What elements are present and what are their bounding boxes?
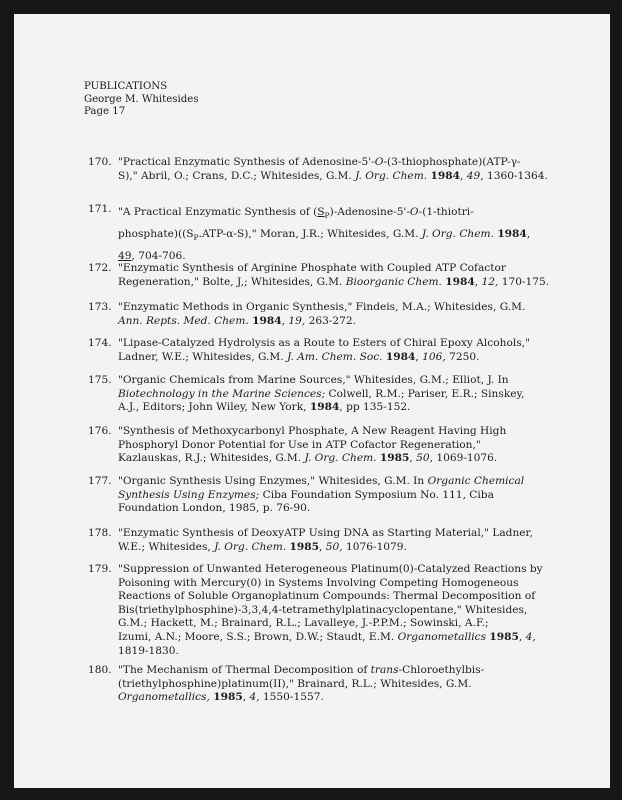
citation-line (118, 645, 578, 659)
citation-line (118, 631, 578, 645)
subscript-text: P (193, 233, 199, 243)
text-run: -(1-thiotri- (418, 206, 474, 218)
text-run: Phosphoryl Donor Potential for Use in ATP Cofactor Regeneration," (118, 438, 481, 451)
citation-line (118, 374, 578, 388)
bold-text: 1985 (289, 540, 320, 553)
text-run: "Enzymatic Synthesis of Arginine Phosphate with Coupled ATP Cofactor (118, 262, 506, 274)
citation-line (118, 388, 578, 402)
text-run: .ATP-α-S)," Moran, J.R.; Whitesides, G.M. (198, 228, 422, 241)
italic-text: Bioorganic Chem. (345, 275, 442, 288)
italic-text: J. Org. Chem. (421, 228, 494, 241)
citation-line (118, 590, 578, 604)
citation-line (118, 617, 578, 631)
entry-number: 179. (88, 563, 112, 575)
text-run: Kazlauskas, R.J.; Whitesides, G.M. (118, 452, 305, 465)
italic-text: J. Org. Chem. (355, 169, 428, 182)
document-page (14, 14, 610, 788)
citation-line (118, 170, 578, 184)
italic-text: 19, (288, 314, 306, 327)
italic-text: Biotechnology in the Marine Sciences; (118, 387, 326, 400)
italic-text: Organic Chemical (427, 475, 525, 487)
italic-text: trans (370, 664, 399, 676)
citation-line (118, 678, 578, 692)
italic-text: 4, (249, 691, 260, 704)
text-run: "Enzymatic Synthesis of DeoxyATP Using DNA as Starting Material," Ladner, (118, 527, 533, 539)
entry-citation (118, 374, 578, 415)
entry-citation (118, 156, 578, 183)
bold-text: 1984 (385, 350, 416, 363)
text-run: Ladner, W.E.; Whitesides, G.M. (118, 350, 288, 363)
citation-line (118, 276, 578, 290)
text-run: "Organic Chemicals from Marine Sources," Whitesides, G.M.; Elliot, J. In (118, 374, 509, 386)
text-run: , pp 135-152. (339, 401, 411, 414)
text-run: Ciba Foundation Symposium No. 111, Ciba (259, 488, 494, 501)
bold-text: 1984 (252, 314, 282, 327)
entry-number: 176. (88, 425, 112, 437)
text-run: Poisoning with Mercury(0) in Systems Involving Competing Homogeneous (118, 576, 519, 589)
text-run: , (526, 228, 531, 241)
text-run: -Chloroethylbis- (398, 664, 485, 676)
text-run: Colwell, R.M.; Pariser, E.R.; Sinskey, (325, 387, 525, 400)
bold-text: 1984 (445, 275, 475, 288)
italic-text: Ann. Repts. Med. Chem. (118, 314, 249, 327)
citation-line (118, 489, 578, 503)
text-run: , 704-706. (131, 250, 186, 263)
citation-line (118, 475, 578, 489)
text-run: , (409, 452, 417, 465)
citation-line (118, 502, 578, 516)
header-page-number: Page 17 (84, 106, 126, 118)
entry-number: 171. (88, 203, 112, 215)
underlined-text: S (317, 206, 325, 218)
italic-text: 49, (466, 169, 484, 182)
bold-text: 1984 (497, 228, 527, 241)
citation-line (118, 439, 578, 453)
citation-line (118, 301, 578, 315)
entry-number: 177. (88, 475, 112, 487)
bold-text: 1985 (379, 452, 410, 465)
bold-text: 1984 (430, 169, 460, 182)
text-run: 7250. (445, 350, 480, 363)
text-run: "A Practical Enzymatic Synthesis of ( (118, 206, 318, 218)
italic-text: 4, (525, 630, 536, 643)
entry-citation (118, 301, 578, 328)
text-run: 1819-1830. (118, 644, 179, 657)
entry-number: 178. (88, 527, 112, 539)
text-run: , (460, 169, 467, 182)
text-run: "Organic Synthesis Using Enzymes," Whitesides, G.M. In (118, 475, 428, 487)
text-run: , (281, 314, 289, 327)
text-run: Izumi, A.N.; Moore, S.S.; Brown, D.W.; Staudt, E.M. (118, 630, 398, 643)
text-run: , (319, 540, 326, 553)
entry-number: 172. (88, 262, 112, 274)
entry-citation (118, 203, 578, 266)
entry-citation (118, 425, 578, 466)
italic-text: Organometallics (397, 630, 487, 643)
entry-citation (118, 262, 578, 289)
entry-citation (118, 664, 578, 705)
citation-line (118, 527, 578, 541)
citation-line (118, 425, 578, 439)
entry-number: 174. (88, 337, 112, 349)
italic-text: 12, (481, 275, 499, 288)
text-run: , (415, 350, 423, 363)
italic-text: J. Org. Chem. (214, 540, 287, 553)
text-run: (triethylphosphine)platinum(II)," Brainard, R.L.; Whitesides, G.M. (118, 677, 472, 690)
header-author: George M. Whitesides (84, 93, 199, 105)
text-run: "Lipase-Catalyzed Hydrolysis as a Route to Esters of Chiral Epoxy Alcohols," (118, 337, 530, 349)
text-run: Bis(triethylphosphine)-3,3,4,4-tetramethylplatinacyclopentane," Whitesides, (118, 603, 528, 616)
text-run: Regeneration," Bolte, J,; Whitesides, G.M. (118, 275, 346, 288)
subscript-text: P (324, 211, 330, 221)
header-title: PUBLICATIONS (84, 81, 168, 92)
text-run: , (242, 691, 250, 704)
citation-line (118, 203, 578, 225)
text-run: "Synthesis of Methoxycarbonyl Phosphate, A New Reagent Having High (118, 425, 507, 437)
page-header (84, 81, 199, 119)
citation-line (118, 351, 578, 365)
italic-text: 50, (416, 452, 433, 465)
citation-line (118, 262, 578, 276)
citation-line (118, 337, 578, 351)
italic-text: 106, (422, 350, 446, 363)
text-run: )-Adenosine-5'- (329, 206, 410, 218)
citation-line (118, 315, 578, 329)
entry-citation (118, 475, 578, 516)
citation-line (118, 225, 578, 247)
italic-text: O (409, 206, 419, 218)
text-run: "Practical Enzymatic Synthesis of Adenosine-5'- (118, 156, 375, 168)
italic-text: Organometallics, (118, 691, 210, 704)
citation-line (118, 664, 578, 678)
bold-text: 1985 (213, 691, 243, 704)
text-run: A.J., Editors; John Wiley, New York, (118, 401, 310, 414)
text-run: 170-175. (498, 275, 550, 288)
italic-text: J. Org. Chem. (304, 452, 377, 465)
citation-line (118, 156, 578, 170)
citation-line (118, 452, 578, 466)
bold-text: 1985 (489, 630, 519, 643)
text-run: 263-272. (305, 314, 356, 327)
text-run: 1069-1076. (433, 452, 498, 465)
entry-number: 170. (88, 156, 112, 168)
text-run: Reactions of Soluble Organoplatinum Compounds: Thermal Decomposition of (118, 590, 536, 603)
text-run: -(3-thiophosphate)(ATP-γ- (383, 156, 521, 168)
citation-line (118, 577, 578, 591)
text-run: W.E.; Whitesides, (118, 540, 215, 553)
text-run: , (474, 275, 482, 288)
text-run: , (518, 630, 526, 643)
underlined-text: 49 (118, 250, 132, 263)
text-run: 1076-1079. (342, 540, 407, 553)
text-run: "Suppression of Unwanted Heterogeneous Platinum(0)-Catalyzed Reactions by (118, 563, 543, 575)
citation-line (118, 691, 578, 705)
entry-citation (118, 527, 578, 554)
citation-line (118, 401, 578, 415)
italic-text: O (374, 156, 384, 168)
entry-number: 173. (88, 301, 112, 313)
text-run: S)," Abril, O.; Crans, D.C.; Whitesides, G.M. (118, 169, 356, 182)
entry-citation (118, 337, 578, 364)
citation-line (118, 563, 578, 577)
text-run: "Enzymatic Methods in Organic Synthesis," Findeis, M.A.; Whitesides, G.M. (118, 301, 526, 313)
entry-number: 175. (88, 374, 112, 386)
citation-line (118, 604, 578, 618)
text-run: 1360-1364. (483, 169, 548, 182)
text-run: "The Mechanism of Thermal Decomposition of (118, 664, 371, 676)
bold-text: 1984 (309, 401, 340, 414)
italic-text: 50, (325, 540, 343, 553)
italic-text: J. Am. Chem. Soc. (287, 350, 383, 363)
text-run: phosphate)((S (118, 228, 194, 241)
text-run: G.M.; Hackett, M.; Brainard, R.L.; Lavalleye, J.-P.P.M.; Sowinski, A.F.; (118, 617, 489, 630)
citation-line (118, 541, 578, 555)
text-run: Foundation London, 1985, p. 76-90. (118, 502, 311, 515)
text-run: 1550-1557. (259, 691, 324, 704)
entry-number: 180. (88, 664, 112, 676)
entry-citation (118, 563, 578, 658)
italic-text: Synthesis Using Enzymes; (118, 488, 260, 501)
